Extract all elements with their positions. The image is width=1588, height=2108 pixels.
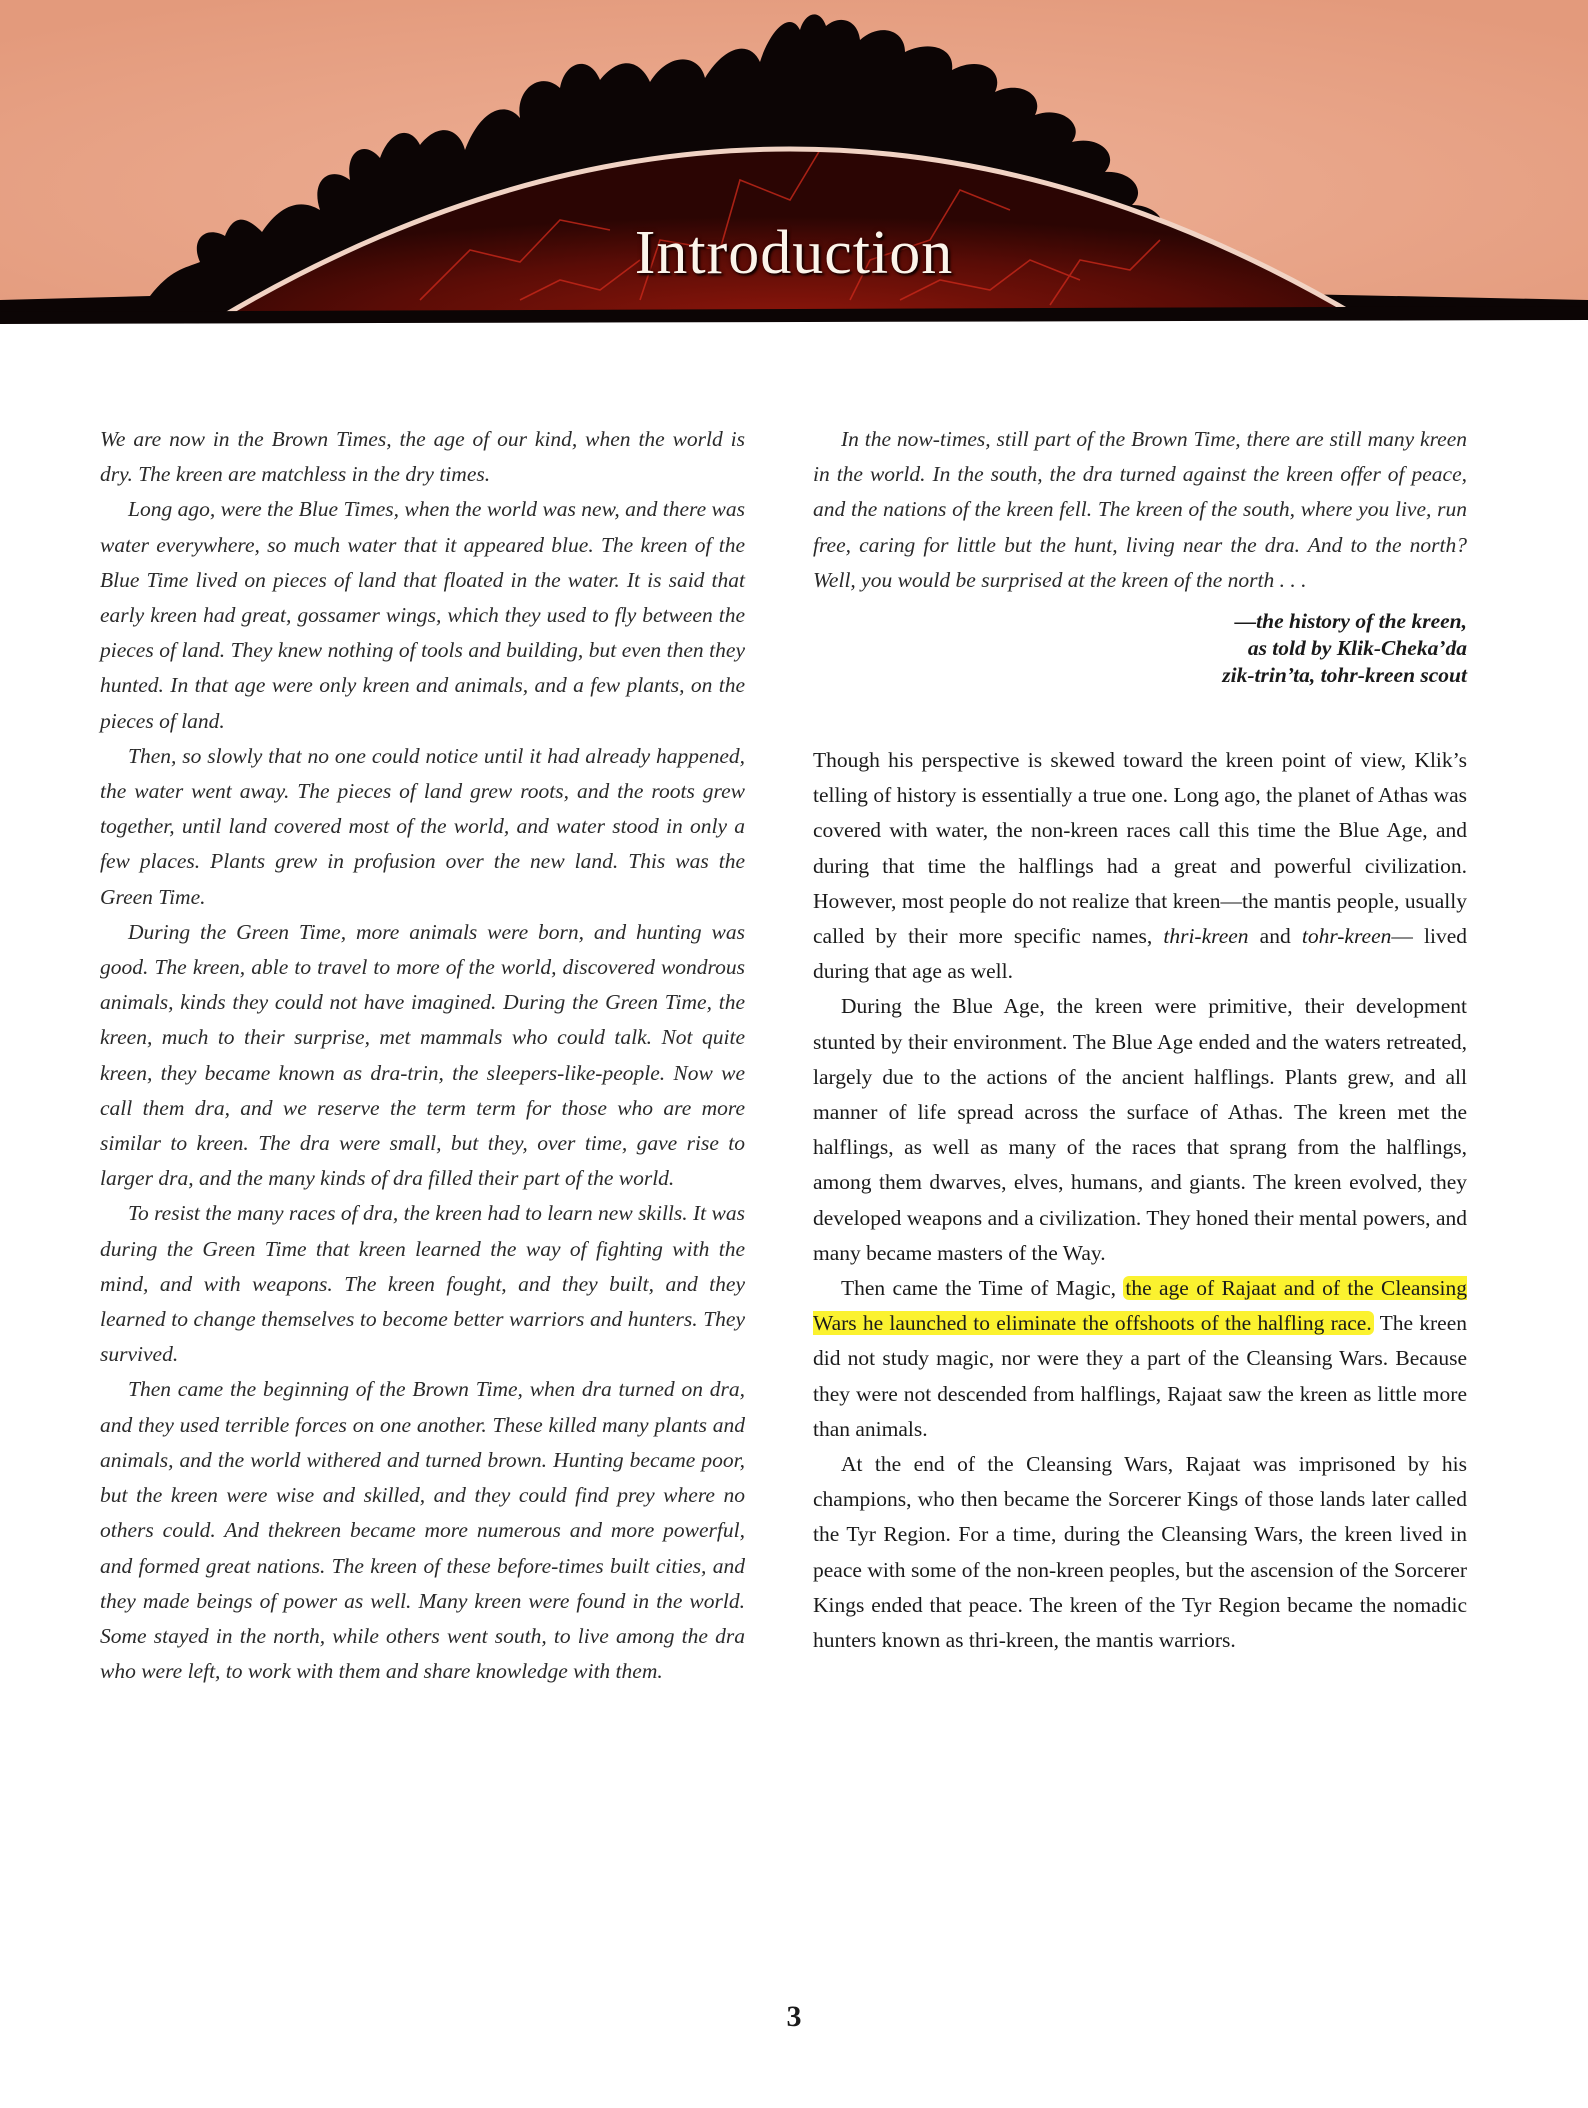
body-paragraph: At the end of the Cleansing Wars, Rajaat was imprisoned by his champions, who then became the Sorcerer Kings of those lands later called the Tyr Region. For a time, during the Cleansing Wars, the kreen lived in peace with some of the non-kreen peoples, but the ascension of the Sorcerer Kings ended that peace. The kreen of the Tyr Region became the nomadic hunters known as thri-kreen, the mantis warriors.: [813, 1452, 1467, 1653]
body-text-run: Then came the Time of Magic,: [841, 1276, 1124, 1301]
body-paragraph: During the Blue Age, the kreen were primitive, their development stunted by their environment. The Blue Age ended and the waters retreated, largely due to the actions of the ancient halflings. Plants grew, and all manner of life spread across the surface of Athas. The kreen met the halflings, as well as many of the races that sprang from the halflings, among them dwarves, elves, humans, and giants. The kreen evolved, they developed weapons and a civilization. They honed their mental powers, and many became masters of the Way.: [813, 994, 1467, 1265]
term-tohr-kreen: tohr-kreen: [1301, 924, 1392, 949]
quote-paragraph: We are now in the Brown Times, the age of our kind, when the world is dry. The kreen are matchless in the dry times.: [100, 427, 745, 487]
body-paragraph: [813, 1271, 1467, 1447]
body-text-run: — lived during that age as well.: [813, 924, 1467, 984]
attribution-line: —the history of the kreen,: [1234, 609, 1467, 634]
body-text-run: Though his perspective is skewed toward the kreen point of view, Klik’s telling of history is essentially a true one. Long ago, the planet of Athas was covered with water, the non-kreen races call this time the Blue Age, and during that time the halflings had a great and powerful civilization. However, most people do not realize that kreen—the mantis people, usually called by their more specific names,: [813, 748, 1467, 949]
body-paragraph: [813, 743, 1467, 989]
quote-paragraph: Then, so slowly that no one could notice until it had already happened, the water went away. The pieces of land grew roots, and the roots grew together, until land covered most of the world, and water stood in only a few places. Plants grew in profusion over the new land. This was the Green Time.: [100, 743, 745, 909]
attribution-line: as told by Klik-Cheka’da: [1247, 636, 1467, 661]
chapter-banner: [0, 0, 1588, 330]
quote-paragraph: Then came the beginning of the Brown Time, when dra turned on dra, and they used terrible forces on one another. These killed many plants and animals, and the world withered and turned brown. Hunting became poor, but the kreen were wise and skilled, and they could find prey where no others could. And thekreen became more numerous and more powerful, and formed great nations. The kreen of these before-times built cities, and they made beings of power as well. Many kreen were found in the world. Some stayed in the north, while others went south, to live among the dra who were left, to work with them and share knowledge with them.: [100, 1377, 745, 1684]
body-text: [813, 743, 1467, 1658]
quote-left-column: [100, 422, 745, 1689]
quote-paragraph: Long ago, were the Blue Times, when the world was new, and there was water everywhere, so much water that it appeared blue. The kreen of the Blue Time lived on pieces of land that floated in the water. It is said that early kreen had great, gossamer wings, which they used to fly between the pieces of land. They knew nothing of tools and building, but even then they hunted. In that age were only kreen and animals, and a few plants, on the pieces of land.: [100, 497, 745, 733]
chapter-title: Introduction: [634, 219, 954, 287]
quote-paragraph: During the Green Time, more animals were born, and hunting was good. The kreen, able to travel to more of the world, discovered wondrous animals, kinds they could not have imagined. During the Green Time, the kreen, much to their surprise, met mammals who could talk. Not quite kreen, they became known as dra-trin, the sleepers-like-people. Now we call them dra, and we reserve the term term for those who are more similar to kreen. The dra were small, but they, over time, gave rise to larger dra, and the many kinds of dra filled their part of the world.: [100, 919, 745, 1191]
body-text-run: The kreen did not study magic, nor were they a part of the Cleansing Wars. Because they were not descended from halflings, Rajaat saw the kreen as little more than animals.: [813, 1311, 1467, 1441]
quote-paragraph: To resist the many races of dra, the kreen had to learn new skills. It was during the Green Time that kreen learned the way of fighting with the mind, and with weapons. The kreen fought, and they built, and they learned to change themselves to become better warriors and hunters. They survived.: [100, 1201, 745, 1367]
term-thri-kreen: thri-kreen: [1163, 924, 1249, 949]
attribution-line: zik-trin’ta, tohr-kreen scout: [1222, 663, 1467, 688]
quote-attribution: [813, 608, 1467, 689]
highlighted-text[interactable]: the age of Rajaat and of the Cleansing Wars he launched to eliminate the offshoots of the halfling race.: [813, 1276, 1467, 1336]
page-number: 3: [786, 2000, 802, 2033]
quote-paragraph: In the now-times, still part of the Brown Time, there are still many kreen in the world. In the south, the dra turned against the kreen offer of peace, and the nations of the kreen fell. The kreen of the south, where you live, run free, caring for little but the hunt, living near the dra. And to the north? Well, you would be surprised at the kreen of the north . . .: [813, 427, 1467, 592]
right-column: [813, 422, 1467, 1658]
body-text-run: and: [1248, 924, 1302, 949]
